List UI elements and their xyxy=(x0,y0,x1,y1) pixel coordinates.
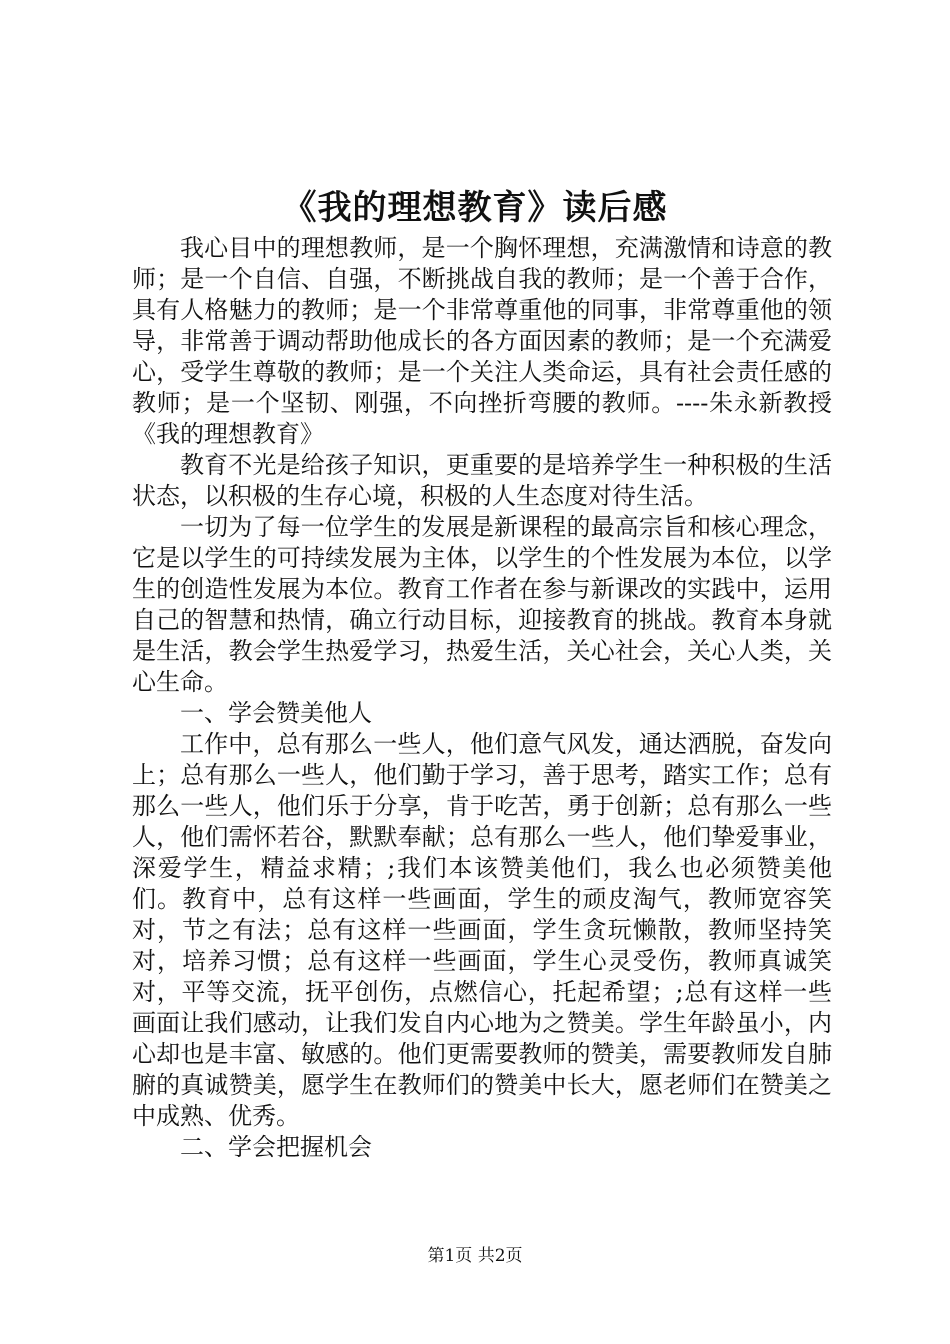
paragraph-praise-others: 工作中，总有那么一些人，他们意气风发，通达洒脱，奋发向上；总有那么一些人，他们勤于学习，善于思考，踏实工作；总有那么一些人，他们乐于分享，肯于吃苦，勇于创新；总有那么一些人，他们需怀若谷，默默奉献；总有那么一些人，他们挚爱事业，深爱学生，精益求精；;我们本该赞美他们，我么也必须赞美他们。教育中，总有这样一些画面，学生的顽皮淘气，教师宽容笑对，节之有法；总有这样一些画面，学生贪玩懒散，教师坚持笑对，培养习惯；总有这样一些画面，学生心灵受伤，教师真诚笑对，平等交流，抚平创伤，点燃信心，托起希望；;总有这样一些画面让我们感动，让我们发自内心地为之赞美。学生年龄虽小，内心却也是丰富、敏感的。他们更需要教师的赞美，需要教师发自肺腑的真诚赞美，愿学生在教师们的赞美中长大，愿老师们在赞美之中成熟、优秀。 xyxy=(132,730,832,1130)
document-body xyxy=(132,233,832,1163)
paragraph-ideal-teacher: 我心目中的理想教师，是一个胸怀理想，充满激情和诗意的教师；是一个自信、自强，不断挑战自我的教师；是一个善于合作，具有人格魅力的教师；是一个非常尊重他的同事，非常尊重他的领导，非常善于调动帮助他成长的各方面因素的教师；是一个充满爱心，受学生尊敬的教师；是一个关注人类命运，具有社会责任感的教师；是一个坚韧、刚强，不向挫折弯腰的教师。----朱永新教授《我的理想教育》 xyxy=(132,234,832,448)
page-title: 《我的理想教育》读后感 xyxy=(282,188,668,228)
section-heading-opportunity: 二、学会把握机会 xyxy=(180,1133,372,1161)
paragraph-education-purpose: 教育不光是给孩子知识，更重要的是培养学生一种积极的生活状态，以积极的生存心境，积极的人生态度对待生活。 xyxy=(132,451,832,510)
paragraph-new-curriculum: 一切为了每一位学生的发展是新课程的最高宗旨和核心理念，它是以学生的可持续发展为主体，以学生的个性发展为本位，以学生的创造性发展为本位。教育工作者在参与新课改的实践中，运用自己的智慧和热情，确立行动目标，迎接教育的挑战。教育本身就是生活，教会学生热爱学习，热爱生活，关心社会，关心人类，关心生命。 xyxy=(132,513,832,696)
page-number: 第1页 共2页 xyxy=(427,1246,523,1266)
section-heading-praise: 一、学会赞美他人 xyxy=(180,699,372,727)
